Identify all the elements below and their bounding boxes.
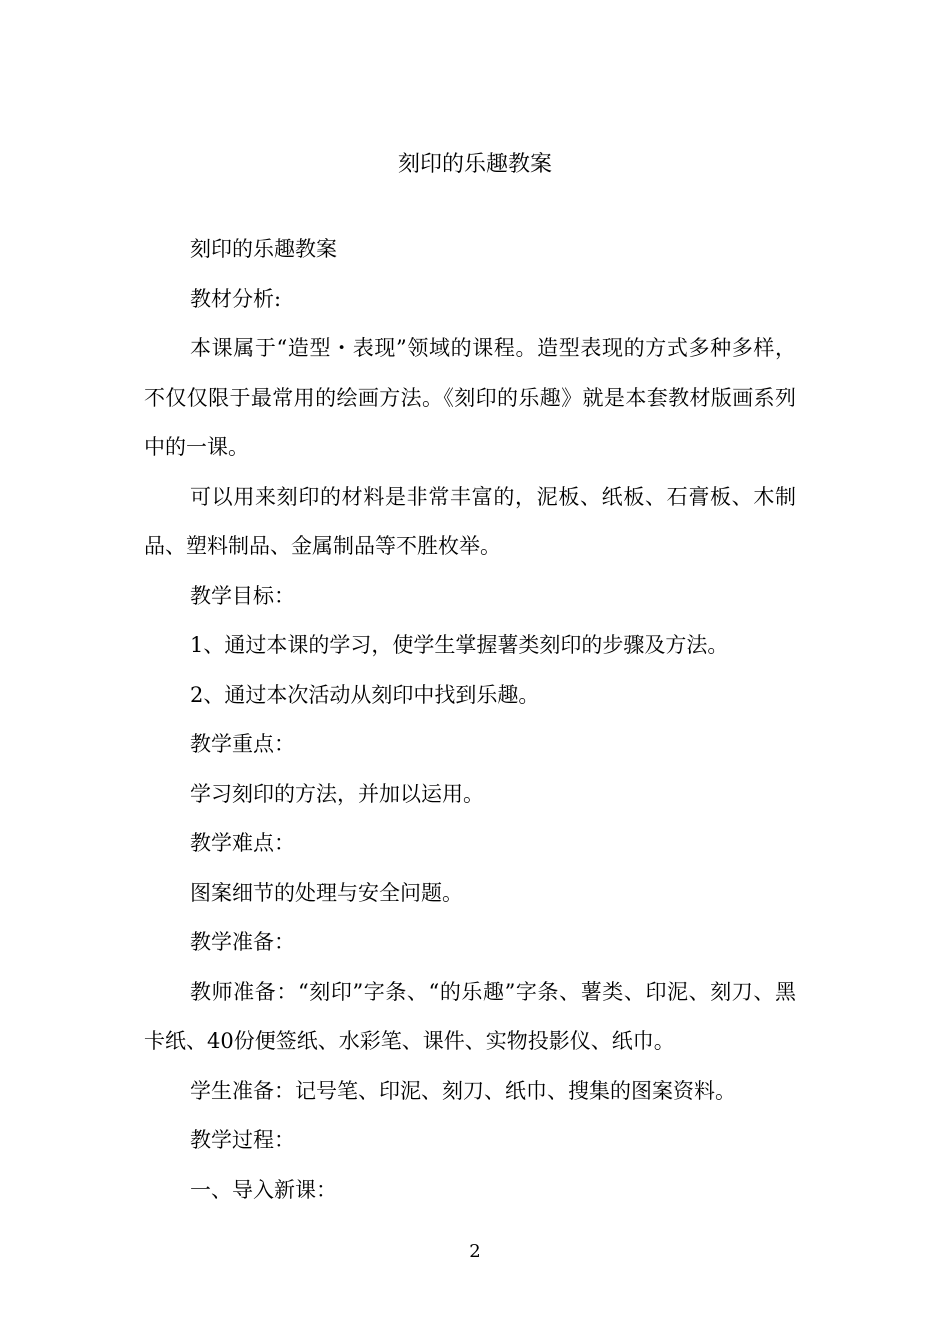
paragraph-student-preparation: 学生准备：记号笔、印泥、刻刀、纸巾、搜集的图案资料。 xyxy=(190,1078,736,1103)
paragraph-textbook-analysis-heading: 教材分析: xyxy=(190,286,282,311)
paragraph-process-heading: 教学过程： xyxy=(190,1128,295,1152)
paragraph-course-description: 本课属于“造型・表现”领域的课程。造型表现的方式多种多样，不仅仅限于最常用的绘画方法。《刻印的乐趣》就是本套教材版画系列中的一课。 xyxy=(144,336,796,459)
paragraph-difficulties: 图案细节的处理与安全问题。 xyxy=(190,880,463,905)
document-body xyxy=(144,225,796,1215)
document-title: 刻印的乐趣教案 xyxy=(397,152,552,177)
paragraph-goal-2: 2、通过本次活动从刻印中找到乐趣。 xyxy=(190,682,540,707)
paragraph-materials: 可以用来刻印的材料是非常丰富的，泥板、纸板、石膏板、木制品、塑料制品、金属制品等不胜枚举。 xyxy=(144,484,796,558)
paragraph-key-points-heading: 教学重点： xyxy=(190,732,295,756)
paragraph-goal-1: 1、通过本课的学习，使学生掌握薯类刻印的步骤及方法。 xyxy=(190,633,729,657)
paragraph-teaching-goals-heading: 教学目标： xyxy=(190,583,295,608)
page-number: 2 xyxy=(469,1241,481,1262)
paragraph-introduction-heading: 一、导入新课： xyxy=(190,1177,337,1202)
paragraph-subtitle: 刻印的乐趣教案 xyxy=(190,237,337,261)
paragraph-preparation-heading: 教学准备： xyxy=(190,930,295,954)
paragraph-teacher-preparation: 教师准备：“刻印”字条、“的乐趣”字条、薯类、印泥、刻刀、黑卡纸、40份便签纸、水彩笔、课件、实物投影仪、纸巾。 xyxy=(144,979,796,1053)
paragraph-difficulties-heading: 教学难点： xyxy=(190,831,295,855)
paragraph-key-points: 学习刻印的方法，并加以运用。 xyxy=(190,781,484,806)
